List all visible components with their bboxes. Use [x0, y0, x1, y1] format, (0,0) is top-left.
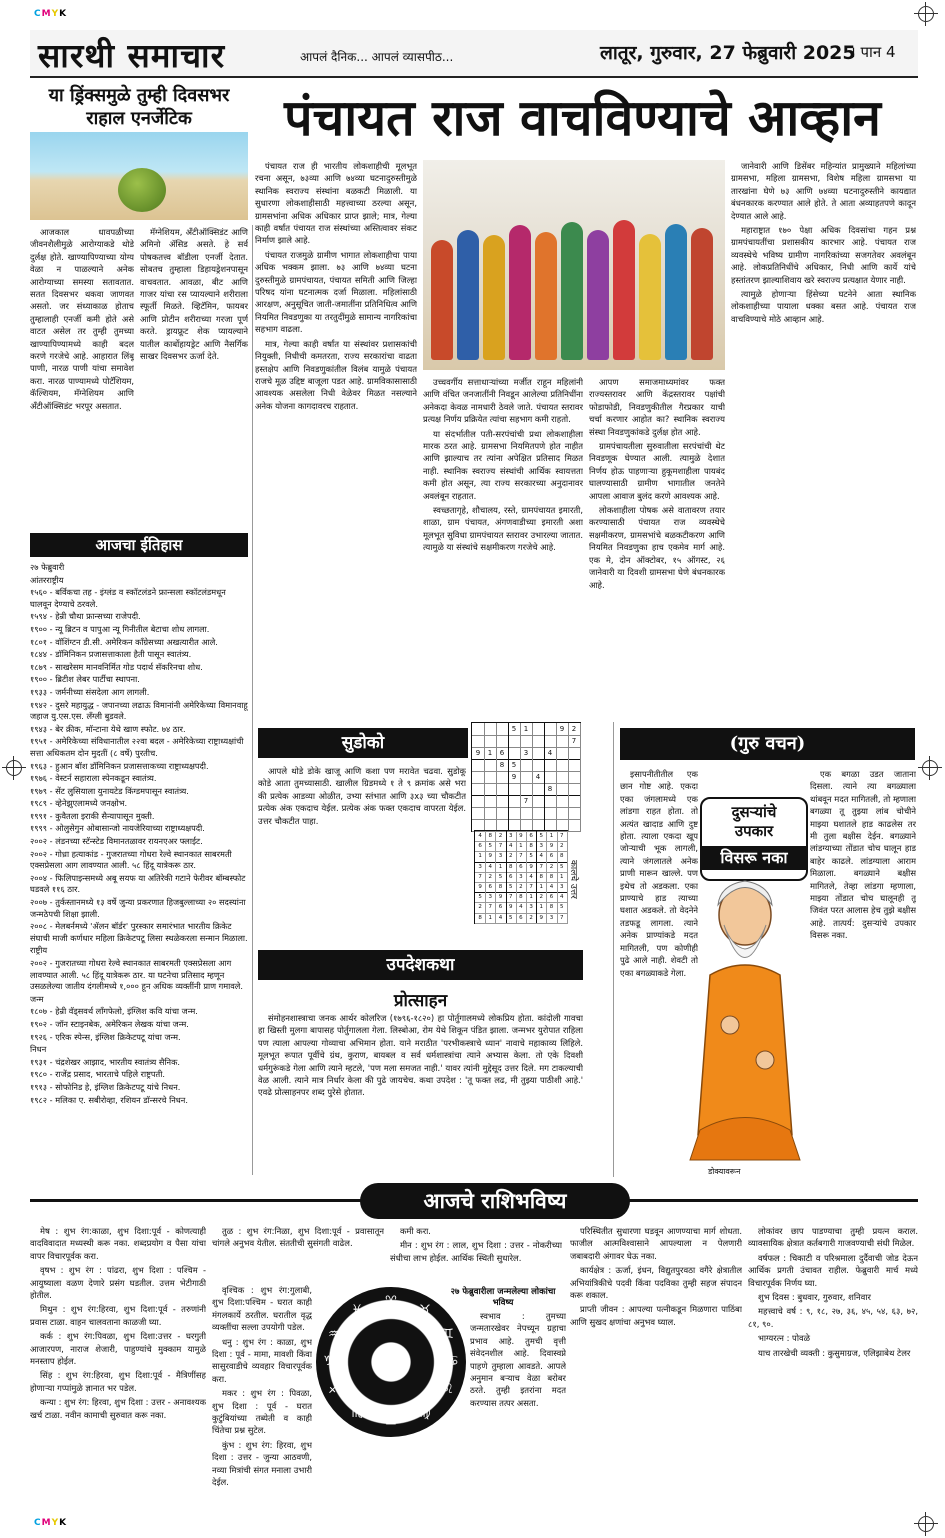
main-col-2: उच्चवर्गीय सत्ताधाऱ्यांच्या मर्जीत राहून महिलांनी आणि वंचित जनजातींनी निवडून आलेल्या प्रतिनिधींना अनेकदा केवळ नामधारी ठेवले जाते. पंचायत स्तरावर प्रत्यक्ष निर्णय प्रक्रियेत त्यांचा सहभाग कमी राहतो. या संदर्भातील पती-सरपंचांची प्रथा लोकशाहीला मारक ठरत आहे. ग्रामसभा नियमितपणे होत नाहीत आणि झाल्याच तर त्यांना अपेक्षित प्रतिसाद मिळत नाही. स्थानिक स्वराज्य संस्थांची आर्थिक स्वायत्तता कमी होत असून, त्या राज्य सरकारच्या अनुदानावर अवलंबून राहतात. स्वच्छतागृहे, शौचालय, रस्ते, ग्रामपंचायत इमारती, शाळा, ग्राम पंचायत, अंगणवाडीच्या इमारती अशा मूलभूत सुविधा ग्रामपंचायत स्तरावर उभारल्या जातात. त्यामुळे या संस्थांचे सक्षमीकरण गरजेचे आहे. — [423, 377, 583, 553]
energy-col-1: आजकाल धावपळीच्या जीवनशैलीमुळे आरोग्याकडे थोडे दुर्लक्ष होते. खाण्यापिण्याच्या योग्य वेळा न पाळल्याने अनेक आरोग्याच्या समस्या सतावतात. सतत दिवसभर थकवा जाणवत असतो. जर संध्याकाळ होताच तुम्हालाही एनर्जी कमी होते असे वाटत असेल तर तुम्ही तुमच्या खाण्यापिण्यामध्ये काही बदल करणे गरजेचे आहे. आहारात लिंबू पाणी, नारळ पाणी यांचा समावेश करा. नारळ पाण्यामध्ये पोटॅशियम, कॅल्शियम, मॅग्नेशियम आणि अँटीऑक्सिडंट भरपूर असतात. — [30, 227, 134, 411]
rashi-col-2a: तुळ : शुभ रंग:निळा, शुभ दिशा:पूर्व - प्रवासातून चांगले अनुभव येतील. संततीची सुसंगती वाढेल. — [212, 1226, 384, 1249]
history-item: १५९४ - हेन्री चौथा फ्रान्सच्या राजेपदी. — [30, 611, 141, 622]
answer-cell: 3 — [557, 882, 568, 893]
answer-cell: 5 — [557, 902, 568, 913]
history-title: आजचा ईतिहास — [30, 533, 248, 557]
sudoku-cell: 9 — [472, 747, 485, 760]
answer-cell: 3 — [536, 841, 547, 852]
answer-cell: 5 — [557, 862, 568, 873]
answer-cell: 9 — [536, 913, 547, 924]
history-item: १८०१ - वॉशिंग्टन डी.सी. अमेरिकन काँग्रेसच्या अखत्यारीत आले. — [30, 636, 218, 647]
birthday-forecast-heading: २७ फेब्रुवारीला जन्मलेल्या लोकांचा भविष्य — [450, 1287, 556, 1308]
answer-cell: 6 — [475, 841, 486, 852]
answer-cell: 8 — [536, 872, 547, 883]
sudoku-cell: 1 — [520, 723, 533, 736]
sudoku-answer-label: कालचे उत्तर — [568, 860, 578, 899]
answer-cell: 7 — [557, 913, 568, 924]
cmyk-letter-k: K — [59, 9, 68, 19]
sudoku-answer-grid — [474, 830, 568, 924]
energy-headline: या ड्रिंक्समुळे तुम्ही दिवसभर राहाल एनर्जेटिक — [48, 85, 230, 129]
answer-cell: 1 — [516, 841, 527, 852]
cmyk-letter-y: Y — [51, 9, 60, 19]
cmyk-letter-y: Y — [51, 1518, 60, 1528]
upadesh-body: संमोहनशास्त्राचा जनक आर्थर कोलरिज (१७९६-१८२०) हा पोर्तुगालमध्ये लोकप्रिय होता. कांदोली गावचा हा खिस्ती मुलगा बापासह पोर्तुगालला गेला. लिस्बोआ, रोम येथे शिकून पंडित झाला. जन्मभर युरोपात राहिला पण त्याला आपल्या गोव्याचा अभिमान होता. याने मराठीत 'परभीकस्त्राचे ध्यान' नावाचे महाकाव्य लिहिले. मूलभूत रूपात पूर्वीचे ग्रंथ, कुराण, बायबल व सर्व धर्मशास्त्रांचा त्याने अभ्यास केला. तो एके दिवशी धर्मगुरूंकडे गेला आणि त्याने म्हटले, 'पण मला समजत नाही.' यावर त्यांनी मुद्देसूद उत्तर दिले. मग टाकल्याची वेळ आली. त्याने मात्र निर्धार केला की पुढे जायचेच. कथा उपदेश : 'तू फक्त लढ, मी तुझ्या पाठीशी आहे.' एवढे प्रोत्साहनपर शब्द पुरेसे होतात. — [258, 1013, 583, 1098]
history-item: १९९१ - कुवैतला इराकी सैन्यापासून मुक्ती. — [30, 810, 155, 821]
sudoku-rules: आपले थोडे डोके खाजू आणि कशा पण मरावेत चढवा. सुडोकू कोडे आता तुमच्यासाठी. खालील ग्रिडमध्ये १ ते ९ क्रमांक असे भरा की प्रत्येक आडव्या ओळीत, उभ्या स्तंभात आणि ३x३ च्या चौकटीत प्रत्येक अंक एकदाच येईल. प्रत्येक अंक फक्त एकदाच वापरता येईल. उत्तर चौकटीत पाहा. — [258, 766, 466, 826]
history-item: १९५१ - अमेरिकेच्या संविधानातील २२वा बदल - अमेरिकेच्या राष्ट्राध्यक्षांची सत्ता अधिकतम दोन मुदतीं (८ वर्षे) पुरतीच. — [30, 736, 244, 758]
history-item: १९८० - राजेंद्र प्रसाद, भारताचे पहिले राष्ट्रपती. — [30, 1069, 165, 1080]
sudoku-cell: 9 — [556, 723, 569, 736]
answer-cell: 8 — [516, 892, 527, 903]
answer-cell: 1 — [485, 913, 496, 924]
answer-cell: 4 — [485, 862, 496, 873]
answer-cell: 9 — [506, 902, 517, 913]
energy-col-2: मॅग्नेशियम, अँटीऑक्सिडंट आणि अमिनो ॲसिड असते. हे सर्व पोषकतत्त्व बॉडीला एनर्जी देतात. सोबतच तुम्हाला डिहायड्रेशनपासून वाचवतात. आवळा, बीट आणि गाजर यांचा रस प्यायल्याने शरीराला स्फूर्ती मिळते. व्हिटॅमिन, फायबर आणि प्रोटीन शरीराच्या गरजा पूर्ण करते. ड्रायफ्रूट शेक प्यायल्याने यातील कार्बोहायड्रेट आणि नैसर्गिक साखर दिवसभर ऊर्जा देते. — [140, 227, 248, 362]
sudoku-cell: 6 — [496, 747, 509, 760]
history-item: १९०० - ब्रिटीश लेबर पार्टीचा स्थापना. — [30, 674, 140, 685]
answer-cell: 5 — [526, 851, 537, 862]
answer-cell: 8 — [506, 862, 517, 873]
history-item: २००२ - गुजरातच्या गोधरा रेल्वे स्थानकात साबरमती एक्सप्रेसला आग लावण्यात आली. ५८ हिंदू यात्रेकरू ठार. या घटनेचा प्रतिसाद म्हणून उसळलेल्या जातीय दंगलीमध्ये १,००० हून अधिक व्यक्तींनी प्राण गमावले. — [30, 958, 243, 992]
history-item: १८७९ - साखरेसम मानवनिर्मित गोड पदार्थ सॅकरिनचा शोध. — [30, 661, 203, 672]
sudoku-grid — [471, 722, 581, 832]
rashi-col-3a: कमी करा. मीन : शुभ रंग : लाल, शुभ दिशा : उत्तर - नोकरीच्या संधीचा लाभ होईल. आर्थिक स्थिती सुधारेल. — [390, 1226, 562, 1263]
answer-cell: 8 — [557, 851, 568, 862]
history-item: १९८९ - व्हेनेझुएलामध्ये जनक्षोभ. — [30, 798, 128, 809]
coconut-icon — [118, 168, 166, 212]
answer-cell: 4 — [495, 913, 506, 924]
masthead — [30, 30, 918, 78]
sudoku-cell — [568, 819, 581, 832]
registration-mark-icon — [918, 6, 934, 22]
history-item: १९४३ - बेर क्रीक, मॉन्टाना येथे खाण स्फोट. ७४ ठार. — [30, 723, 186, 734]
page-number: । पान 4 — [850, 43, 896, 61]
answer-cell: 2 — [526, 913, 537, 924]
column-divider — [252, 225, 253, 1175]
answer-cell: 9 — [546, 841, 557, 852]
answer-cell: 2 — [485, 872, 496, 883]
cmyk-letter-m: M — [41, 9, 52, 19]
answer-cell: 2 — [516, 882, 527, 893]
answer-cell: 6 — [506, 872, 517, 883]
sudoku-cell: 8 — [496, 759, 509, 772]
history-item: आंतरराष्ट्रीय — [30, 574, 64, 585]
answer-cell: 8 — [526, 841, 537, 852]
rashi-title: आजचे राशिभविष्य — [360, 1183, 630, 1219]
registration-mark-icon — [6, 760, 22, 776]
answer-cell: 7 — [516, 851, 527, 862]
answer-cell: 8 — [495, 882, 506, 893]
sudoku-cell: 5 — [508, 723, 521, 736]
answer-cell: 2 — [506, 851, 517, 862]
answer-cell: 8 — [485, 831, 496, 842]
answer-cell: 9 — [526, 862, 537, 873]
history-list — [30, 562, 248, 1172]
answer-cell: 3 — [475, 862, 486, 873]
sudoku-cell: 8 — [544, 783, 557, 796]
upadesh-title: उपदेशकथा — [258, 950, 583, 980]
registration-mark-icon — [918, 1516, 934, 1532]
answer-cell: 6 — [526, 831, 537, 842]
sudoku-cell: 4 — [532, 771, 545, 784]
answer-cell: 1 — [536, 882, 547, 893]
history-item: १९८२ - मलिका ए. सबीरोव्हा, रशियन डॉन्सरचे निधन. — [30, 1094, 188, 1105]
illustration-caption: डोक्यावरून — [708, 1167, 741, 1176]
sudoku-cell: 3 — [520, 747, 533, 760]
rashi-col-3b: स्वभाव : तुमच्या जन्मतारखेवर नेपच्यून ग्रहाचा प्रभाव आहे. तुमची वृत्ती संवेदनशील आहे. दिवास्वप्ने पाहणे तुम्हाला आवडते. आपले अनुमान बऱ्याच वेळा बरोबर ठरते. तुम्ही इतरांना मदत करण्यास तत्पर असता. — [470, 1311, 566, 1408]
quote-line-1: दुसऱ्यांचे — [731, 803, 777, 821]
rashi-col-1: मेष : शुभ रंग:काळा, शुभ दिशा:पूर्व - कोणत्याही वादविवादात मध्यस्थी करू नका. शब्दप्रयोग व पैसा यांचा वापर विचारपूर्वक करा. वृषभ : शुभ रंग : पांढरा, शुभ दिशा : पश्चिम - आयुष्याला वळण देणारे प्रसंग घडतील. उत्तम भेटीगाठी होतील. मिथुन : शुभ रंग:हिरवा, शुभ दिशा:पूर्व - तरुणांनी प्रवास टाळा. वाहन चालवताना काळजी घ्या. कर्क : शुभ रंग:पिवळा, शुभ दिशा:उत्तर - घरगुती आजारपण, नाराज शेजारी, पाहुण्यांचे मुक्काम यामुळे मनस्ताप होईल. सिंह : शुभ रंग:हिरवा, शुभ दिशा:पूर्व - मैत्रिणींसह होणाऱ्या गप्पांमुळे ज्ञानात भर पडेल. कन्या : शुभ रंग: हिरवा, शुभ दिशा : उत्तर - अनावश्यक खर्च टाळा. नवीन कामाची सुरुवात करू नका. — [30, 1226, 206, 1420]
answer-cell: 5 — [485, 841, 496, 852]
rashi-col-4: परिस्थितीत सुधारणा घडवून आणण्याचा मार्ग शोधता. फाजील आत्मविश्वासाने आपल्याला न पेलणारी जबाबदारी अंगावर घेऊ नका. कार्यक्षेत्र : ऊर्जा, इंधन, विद्युतपुरवठा वगैरे क्षेत्रातील अभियांत्रिकीचे पदवी किंवा पदविका तुम्ही सहज संपादन करू शकाल. प्राप्ती जीवन : आपल्या पत्नीकडून मिळणारा पाठिंबा आणि सुखद क्षणांचा अनुभव घ्याल. — [570, 1226, 742, 1327]
answer-cell: 9 — [516, 831, 527, 842]
quote-line-2: उपकार — [734, 822, 774, 840]
answer-cell: 1 — [495, 862, 506, 873]
sudoku-cell: 1 — [484, 747, 497, 760]
guru-col-1: इसापनीतीतील एक छान गोष्ट आहे. एकदा एका जंगलामध्ये एक लांडगा राहत होता. तो अत्यंत खादाड आणि दुष्ट होता. त्याला एकदा खूप जोऱ्याची भूक लागली, त्याने जंगलातले अनेक प्राणी मारून खाल्ले. पण इथेच तो अडकला. एका प्राण्याचे हाड त्याच्या घशात अडकले. तो वेदनेने तडफडू लागला. त्याने अनेक प्राण्यांकडे मदत मागितली, पण कोणीही पुढे आले नाही. शेवटी तो एका बगळ्याकडे गेला. — [620, 769, 698, 978]
main-headline: पंचायत राज वाचविण्याचे आव्हान — [284, 88, 881, 147]
sage-illustration-icon — [680, 875, 810, 1165]
cmyk-letter-k: K — [59, 1518, 68, 1528]
answer-cell: 7 — [495, 841, 506, 852]
history-item: १५६० - बर्विकचा तह - इंग्लंड व स्कॉटलंडने फ्रान्सला स्कॉटलंडमधून घालवून देण्याचे ठरवले. — [30, 587, 226, 609]
answer-cell: 7 — [485, 902, 496, 913]
story-title: प्रोत्साहन — [393, 991, 448, 1011]
answer-cell: 5 — [506, 882, 517, 893]
sudoku-cell: 2 — [568, 723, 581, 736]
answer-cell: 1 — [546, 831, 557, 842]
answer-cell: 1 — [475, 851, 486, 862]
history-item: १९२६ - एरिक स्पेन्स, इंग्लिश क्रिकेटपटू यांचा जन्म. — [30, 1031, 181, 1042]
answer-cell: 9 — [475, 882, 486, 893]
answer-cell: 2 — [536, 892, 547, 903]
answer-cell: 4 — [536, 851, 547, 862]
answer-cell: 7 — [557, 831, 568, 842]
sudoku-cell: 9 — [508, 771, 521, 784]
answer-cell: 7 — [526, 882, 537, 893]
answer-cell: 5 — [506, 913, 517, 924]
main-col-3: आपण समाजमाध्यमांवर फक्त राज्यस्तरावर आणि केंद्रस्तरावर पक्षांची फोडाफोडी, निवडणुकीतील गैरप्रकार याची चर्चा करणार आहोत का? स्थानिक स्वराज्य संस्था निवडणुकांकडे दुर्लक्ष होत आहे. ग्रामपंचायतीला सुरुवातीला सरपंचांची थेट निवडणूक घेण्यात आली. त्यामुळे देशात निर्णय होऊ पाहणाऱ्या हुकूमशाहीला पायबंद घालण्यासाठी ग्रामीण भागातील जनतेने आपला आवाज बुलंद करणे आवश्यक आहे. लोकशाहीला पोषक असे वातावरण तयार करण्यासाठी पंचायत राज व्यवस्थेचे सक्षमीकरण, ग्रामसभांचे बळकटीकरण आणि नियमित निवडणुका हाच एकमेव मार्ग आहे. एक मे, दोन ऑक्टोबर, १५ ऑगस्ट, २६ जानेवारी या दिवशी ग्रामसभा घेणे बंधनकारक आहे. — [589, 377, 725, 590]
zodiac-wheel-icon: ♈ ♉ ♊ ♋ ♌ ♍ ♎ ♏ ♐ ♑ ♒ ♓ — [316, 1287, 466, 1437]
answer-cell: 4 — [475, 831, 486, 842]
history-item: १९६३ - हुआन बॉश डॉमिनिकन प्रजासत्ताकच्या राष्ट्राध्यक्षपदी. — [30, 760, 209, 771]
village-women-voting-photo — [423, 160, 725, 370]
answer-cell: 3 — [526, 902, 537, 913]
history-item: १८४४ - डॉमिनिकन प्रजासत्ताकाला हैती पासून स्वातंत्र्य. — [30, 649, 192, 660]
quote-line-3: विसरू नका — [702, 846, 806, 870]
answer-cell: 9 — [495, 892, 506, 903]
answer-cell: 2 — [475, 902, 486, 913]
answer-cell: 4 — [506, 841, 517, 852]
main-col-4: जानेवारी आणि डिसेंबर महिन्यांत प्रामुख्याने महिलांच्या ग्रामसभा, महिला ग्रामसभा, विशेष महिला ग्रामसभा या तारखांना घेणे ७३ आणि ७४व्या घटनादुरुस्तीने कायद्यात बंधनकारक करण्यात आले होते. ते आता अव्याहतपणे कादून देण्यात आले आहे. महाराष्ट्रात १७० पेक्षा अधिक दिवसांचा गहन प्रश्न ग्रामपंचायतींचा प्रशासकीय कारभार आहे. पंचायत राज व्यवस्थेचे भविष्य ग्रामीण नागरिकांच्या सजगतेवर अवलंबून आहे. लोकप्रतिनिधींचे अधिकार, निधी आणि कार्ये यांचे हस्तांतरण झाल्याशिवाय खरे स्वराज्य प्रत्यक्षात येणार नाही. त्यामुळे होणाऱ्या हिंसेच्या घटनेने आता स्थानिक लोकशाहीच्या पायाला धक्का बसत आहे. पंचायत राज वाचविण्याचे मोठे आव्हान आहे. — [731, 161, 916, 324]
history-item: १९३३ - जर्मनीच्या संसदेला आग लागली. — [30, 686, 150, 697]
answer-cell: 6 — [546, 851, 557, 862]
history-item: १९४२ - दुसरे महायुद्ध - जपानच्या लढाऊ विमानांनी अमेरिकेच्या विमानवाहू जहाज यु.एस.एस. लँग्ली बुडवले. — [30, 699, 248, 722]
answer-cell: 1 — [526, 892, 537, 903]
answer-cell: 5 — [495, 872, 506, 883]
dateline: लातूर, गुरुवार, 27 फेब्रुवारी 2025 — [600, 42, 856, 64]
answer-cell: 3 — [546, 913, 557, 924]
history-item: निधन — [30, 1044, 47, 1055]
history-item: २००२ - लंडनच्या स्टॅन्स्टेड विमानतळावर रायनएअर फ्लाईट. — [30, 836, 203, 847]
newspaper-brand: सारथी समाचार — [38, 36, 226, 75]
answer-cell: 5 — [475, 892, 486, 903]
history-item: १९७६ - वेस्टर्न सहाराला स्पेनकडून स्वातंत्र्य. — [30, 773, 157, 784]
answer-cell: 7 — [506, 892, 517, 903]
history-item: जन्म — [30, 993, 44, 1004]
cmyk-color-bar — [34, 9, 67, 19]
history-item: राष्ट्रीय — [30, 945, 48, 956]
history-item: १९०० - न्यू ब्रिटन व पापुआ न्यू गिनीतील बेटाचा शोध लागला. — [30, 623, 210, 634]
cmyk-letter-c: C — [34, 1518, 42, 1528]
guru-quote-bubble — [700, 797, 808, 881]
cmyk-letter-m: M — [41, 1518, 52, 1528]
answer-cell: 1 — [557, 872, 568, 883]
rashi-banner — [30, 1183, 918, 1219]
sudoku-cell: 5 — [508, 759, 521, 772]
history-item: २००४ - फिलिपाइन्समध्ये अबू सयफ या अतिरेकी गटाने फेरीवर बॉम्बस्फोट घडवले ११६ ठार. — [30, 872, 246, 895]
rashi-col-2b: वृश्चिक : शुभ रंग:गुलाबी, शुभ दिशा:पश्चिम - घरात काही मंगलकार्ये ठरतील. घरातील वृद्ध व्यक्तींचा सल्ला उपयोगी पडेल. धनु : शुभ रंग : काळा, शुभ दिशा : पूर्व - मामा, मावशी किंवा सासुरवाडीचे व्यवहार विचारपूर्वक करा. मकर : शुभ रंग : पिवळा, शुभ दिशा : पूर्व - घरात कुटुंबियांच्या तब्येती व काही चिंतेचा प्रश्न सुटेल. कुंभ : शुभ रंग: हिरवा, शुभ दिशा : उत्तर - जुन्या आठवणी, नव्या मित्रांची संगत मनाला उभारी देईल. — [212, 1285, 312, 1488]
cmyk-letter-c: C — [34, 9, 42, 19]
answer-cell: 4 — [557, 892, 568, 903]
tagline: आपलं दैनिक... आपलं व्यासपीठ... — [300, 50, 454, 64]
answer-cell: 6 — [546, 892, 557, 903]
answer-cell: 1 — [536, 902, 547, 913]
cmyk-color-bar-bottom — [34, 1518, 67, 1528]
answer-cell: 6 — [516, 862, 527, 873]
answer-cell: 5 — [536, 831, 547, 842]
guru-vachan-title: (गुरु वचन) — [620, 728, 915, 760]
history-item: २७ फेब्रुवारी — [30, 562, 65, 572]
history-item: १९९९ - ओलुसेगुन ओबासान्जो नायजेरियाच्या राष्ट्राध्यक्षपदी. — [30, 823, 205, 834]
history-item: १९१३ - सोफोनिड हे, इंग्लिश क्रिकेटपटू यांचे निधन. — [30, 1081, 181, 1092]
sudoku-cell: 4 — [544, 747, 557, 760]
answer-cell: 3 — [516, 872, 527, 883]
answer-cell: 4 — [526, 872, 537, 883]
answer-cell: 2 — [557, 841, 568, 852]
history-item: १९३१ - चंद्रशेखर आझाद, भारतीय स्वातंत्र्य सैनिक. — [30, 1056, 180, 1067]
history-item: २००८ - मेलबर्नमध्ये 'ॲलन बॉर्डर' पुरस्कार समारंभात भारतीय क्रिकेट संघाची माजी कर्णधार महिला क्रिकेटपटू लिसा स्थळेकरला सन्मान मिळाला. — [30, 921, 248, 943]
answer-cell: 6 — [495, 902, 506, 913]
answer-cell: 7 — [536, 862, 547, 873]
rashi-col-5: लोकांवर छाप पाडण्याचा तुम्ही प्रयत्न कराल. व्यावसायिक क्षेत्रात कर्तबगारी गाजवण्याची संधी मिळेल. वर्षफल : चिकाटी व परिश्रमाला दुर्दैवाची जोड देऊन आर्थिक प्रगती उंचावत राहील. फेब्रुवारी मार्च मध्ये विचारपूर्वक निर्णय घ्या. शुभ दिवस : बुधवार, गुरुवार, शनिवार महत्त्वाचे वर्ष : ९, १८, २७, ३६, ४५, ५४, ६३, ७२, ८१, ९०. भाग्यरत्न : पोवळे याच तारखेची व्यक्ती : कुसुमाग्रज, एलिझाबेथ टेलर — [748, 1226, 918, 1358]
answer-cell: 7 — [475, 872, 486, 883]
answer-cell: 3 — [495, 851, 506, 862]
history-item: २००२ - गोध्रा हत्याकांड - गुजरातच्या गोधरा रेल्वे स्थानकात साबरमती एक्सप्रेसला आग लावण्यात आली. ५८ हिंदू यात्रेकरू ठार. — [30, 848, 232, 871]
history-item: २००७ - तुर्कस्तानमध्ये १३ वर्षे जुन्या प्रकरणात हिजबुल्लाच्या २० सदस्यांना जन्मठेपची शिक्षा झाली. — [30, 897, 246, 919]
answer-cell: 8 — [546, 902, 557, 913]
answer-cell: 9 — [485, 851, 496, 862]
sudoku-cell: 7 — [568, 735, 581, 748]
guru-col-2: एक बगळा उडत जाताना दिसला. त्याने त्या बगळ्याला थांबवून मदत मागितली, तो म्हणाला बगळ्या तू तुझ्या लांब चोचीने माझ्या घशातले हाड काढलेस तर मी तुला बक्षीस देईन. बगळ्याने लांडग्याच्या तोंडात चोच घालून हाड बाहेर काढले. लांडग्याला आराम मिळाला. बगळ्याने बक्षीस मागितले, तेव्हा लांडगा म्हणाला, माझ्या तोंडात चोच घालूनही तू जिवंत परत आलास हेच तुझे बक्षीस आहे. तात्पर्य: दुसऱ्यांचे उपकार विसरू नका. — [810, 769, 916, 941]
column-divider — [613, 722, 614, 1177]
registration-mark-icon — [922, 760, 938, 776]
answer-cell: 3 — [506, 831, 517, 842]
answer-cell: 8 — [475, 913, 486, 924]
answer-cell: 3 — [485, 892, 496, 903]
answer-cell: 8 — [546, 872, 557, 883]
answer-cell: 4 — [516, 902, 527, 913]
history-item: १८०७ - हेन्री वॅड्सवर्थ लाँगफेलो, इंग्लिश कवि यांचा जन्म. — [30, 1006, 198, 1017]
history-item: १९७९ - सेंट लुसियाला युनायटेड किंग्डमपासून स्वातंत्र्य. — [30, 785, 189, 796]
answer-cell: 2 — [546, 862, 557, 873]
sudoku-cell: 7 — [520, 795, 533, 808]
answer-cell: 2 — [495, 831, 506, 842]
sudoku-title: सुडोको — [258, 728, 468, 758]
history-item: १९०२ - जॉन स्टाइनबेक, अमेरिकन लेखक यांचा जन्म. — [30, 1018, 189, 1029]
main-col-1: पंचायत राज ही भारतीय लोकशाहीची मूलभूत रचना असून, ७३व्या आणि ७४व्या घटनादुरुस्तीमुळे स्थानिक स्वराज्य संस्थांना बळकटी मिळाली. या सुधारणा लोकशाहीसाठी महत्त्वाच्या ठरल्या असून, ग्रामसभांना अधिक अधिकार प्राप्त झाले; मात्र, गेल्या काही वर्षांत पंचायत राज संस्थांच्या अस्तित्वावर संकट निर्माण झाले आहे. पंचायत राजमुळे ग्रामीण भागात लोकशाहीचा पाया अधिक भक्कम झाला. ७३ आणि ७४व्या घटना दुरुस्तीमुळे ग्रामपंचायत, पंचायत समिती आणि जिल्हा परिषद यांना घटनात्मक दर्जा मिळाला. महिलांसाठी आरक्षण, अनुसूचित जाती-जमातींना प्रतिनिधित्व आणि नियमित निवडणुका या तरतुदींमुळे सामान्य नागरिकांचा सहभाग वाढला. मात्र, गेल्या काही वर्षांत या संस्थांवर प्रशासकांची नियुक्ती, निधीची कमतरता, राज्य सरकारांचा वाढता हस्तक्षेप आणि निवडणुकांतील विलंब यामुळे पंचायत राजचे मूळ उद्दिष्ट बाजूला पडत आहे. ग्रामविकासासाठी आवश्यक असलेला निधी वेळेवर मिळत नसल्याने अनेक योजना कागदावरच राहतात. — [255, 161, 417, 411]
answer-cell: 6 — [516, 913, 527, 924]
answer-cell: 6 — [485, 882, 496, 893]
answer-cell: 4 — [546, 882, 557, 893]
